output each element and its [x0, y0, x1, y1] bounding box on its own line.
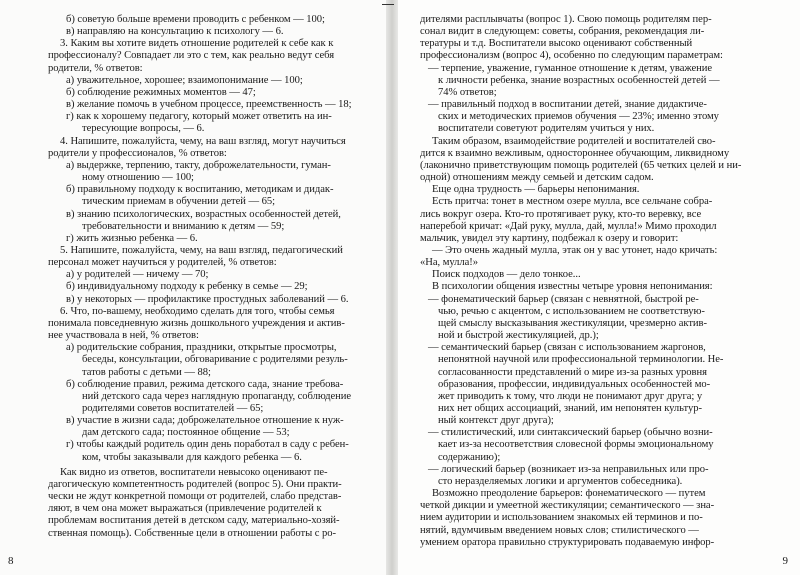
left-page-text [48, 14, 382, 540]
text-line: в) участие в жизни сада; доброжелательное отношение к нуж- [66, 415, 344, 427]
text-line: к личности ребенка, знание возрастных особенностей детей — [438, 74, 720, 86]
text-line: в) желание помочь в учебном процессе, преемственность — 18; [66, 99, 352, 111]
text-line: четкой дикции и умеетной жестикуляции; семантического — зна- [420, 500, 715, 512]
text-line: нием аудитории и использованием знакомых ей терминов и по- [420, 512, 703, 524]
text-line: — правильный подход в воспитании детей, знание дидактиче- [428, 99, 707, 111]
text-line: жет приводить к тому, что люди не понимают друг друга; у [438, 390, 703, 402]
text-line: согласованности представлений о мире из-за разных уровня [438, 366, 707, 378]
text-line: образования, профессии, индивидуальных особенностей мо- [438, 378, 711, 390]
text-line: родителями советов воспитателей — 65; [82, 403, 264, 414]
text-line: Еще одна трудность — барьеры непонимания. [432, 184, 640, 196]
text-line: татов работы с детьми — 88; [82, 366, 211, 378]
text-line: (лаконично приветствующим помощь родителей (65 четких целей и ни- [420, 159, 742, 171]
text-line: непонятной научной или профессиональной терминологии. Не- [438, 354, 724, 366]
book-gutter [386, 0, 398, 575]
text-line: Есть притча: тонет в местном озере мулла, все сельчане собра- [432, 196, 713, 208]
text-line: ственная помощь). Собственные цели в отношении работы с ро- [48, 527, 337, 539]
text-line: персонал может научиться у родителей, % ответов: [48, 257, 277, 269]
top-mark [382, 4, 394, 5]
text-line: а) уважительное, хорошее; взаимопонимание — 100; [66, 74, 303, 86]
text-line: ляют, в чем она может выражаться (привлечение родителей к [48, 503, 322, 515]
text-line: чью, речью с акцентом, с использованием не соответствую- [438, 305, 705, 317]
text-line: б) соблюдение режимных моментов — 47; [66, 86, 256, 98]
text-line: дится к взаимно вежливым, одностороннее обучающим, ликвидному [420, 147, 730, 159]
text-line: дагогическую компетентность родителей (вопрос 5). Они практи- [48, 478, 342, 490]
text-line: проблемам воспитания детей в детском саду, материально-хозяй- [48, 515, 340, 527]
text-line: ний детского сада через наглядную пропаганду, соблюдение [82, 390, 352, 402]
text-line: б) советую больше времени проводить с ребенком — 100; [66, 14, 325, 25]
text-line: «На, мулла!» [420, 257, 478, 269]
right-page-text [420, 14, 780, 549]
text-line: профессионалу? Совпадает ли это с тем, как реально ведут себя [48, 50, 335, 62]
text-line: в) знанию психологических, возрастных особенностей детей, [66, 208, 341, 220]
text-line: содержанию); [438, 451, 501, 463]
text-line: лись вокруг озера. Кто-то протягивает руку, кто-то веревку, все [420, 208, 702, 220]
text-line: умением оратора правильно структурировать подаваемую инфор- [420, 536, 715, 548]
text-line: кает из-за несоответствия словесной формы эмоциональному [438, 439, 714, 451]
text-line: сонал видит в следующем: советы, собрания, рекомендация ли- [420, 26, 705, 38]
text-line: Как видно из ответов, воспитатели невысоко оценивают пе- [60, 466, 328, 478]
text-line: б) индивидуальному подходу к ребенку в семье — 29; [66, 281, 308, 293]
text-line: требовательности и вниманию к детям — 59; [82, 220, 285, 232]
text-line: в) у некоторых — профилактике простудных заболеваний — 6. [66, 293, 349, 305]
text-line: ских и методических приемов обучения — 23%; именно этому [438, 111, 719, 123]
text-line: понимала повседневную жизнь дошкольного учреждения и актив- [48, 317, 345, 329]
text-line: дам детского сада; постоянное общение — 53; [82, 427, 290, 439]
text-line: щей смыслу высказывания жестикуляции, чрезмерно актив- [438, 317, 707, 329]
text-line: — логический барьер (возникает из-за неправильных или про- [428, 463, 709, 475]
text-line: родители, % ответов: [48, 62, 143, 74]
text-line: беседы, консультации, обговаривание с родителями резуль- [82, 354, 348, 366]
text-line: — семантический барьер (связан с использованием жаргонов, [428, 342, 706, 354]
text-line: профессионализм (вопрос 4), особенно по следующим параметрам: [420, 50, 723, 62]
text-line: сто неразделяемых логики и аргументов собеседника). [438, 475, 683, 487]
text-line: — стилистический, или синтаксический барьер (обычно возни- [428, 427, 713, 439]
text-line: Возможно преодоление барьеров: фонематического — путем [432, 488, 706, 500]
text-line: а) у родителей — ничему — 70; [66, 269, 209, 281]
text-line: — терпение, уважение, гуманное отношение к детям, уважение [428, 62, 713, 74]
text-line: в) направляю на консультацию к психологу — 6. [66, 26, 284, 38]
text-line: Таким образом, взаимодействие родителей и воспитателей сво- [432, 135, 716, 147]
text-line: 74% ответов; [438, 86, 497, 98]
text-line: нятий, вдумчивым введением новых слов; стилистического — [420, 524, 699, 536]
text-line: г) жить жизнью ребенка — 6. [66, 232, 198, 244]
text-line: Поиск подходов — дело тонкое... [432, 269, 581, 281]
text-line: них нет общих ассоциаций, знаний, им непонятен культур- [438, 403, 702, 414]
text-line: г) чтобы каждый родитель один день поработал в саду с ребен- [66, 439, 349, 451]
text-line: ный контекст друг друга); [438, 415, 554, 427]
text-line: г) как к хорошему педагогу, который может ответить на ин- [66, 111, 332, 123]
text-line: а) родительские собрания, праздники, открытые просмотры, [66, 342, 337, 354]
text-line: б) правильному подходу к воспитанию, методикам и дидак- [66, 184, 334, 196]
right-page [398, 0, 800, 575]
text-line: ной и быстрой жестикуляцией, др.); [438, 330, 599, 342]
text-line: мальчик, увидел эту картину, подбежал к озеру и говорит: [420, 232, 679, 244]
text-line: В психологии общения известны четыре уровня непонимания: [432, 281, 713, 293]
text-line: воспитатели советуют родителям учиться у них. [438, 123, 655, 135]
text-line: одной) отношениям между семьей и детским садом. [420, 172, 654, 184]
text-line: родители у профессионалов, % ответов: [48, 147, 227, 159]
text-line: нее участвовала в ней, % ответов: [48, 330, 199, 342]
text-line: 5. Напишите, пожалуйста, чему, на ваш взгляд, педагогический [60, 244, 343, 256]
text-line: дителями расплывчаты (вопрос 1). Свою помощь родителям пер- [420, 14, 712, 25]
text-line: наперебой кричат: «Дай руку, мулла, дай, мулла!» Мимо проходил [420, 220, 717, 232]
text-line: а) выдержке, терпению, такту, доброжелательности, гуман- [66, 159, 331, 171]
text-line: ному отношению — 100; [82, 172, 194, 184]
left-page [0, 0, 386, 575]
text-line: — Это очень жадный мулла, этак он у вас утонет, надо кричать: [432, 244, 718, 256]
text-line: тературы и т.д. Воспитатели высоко оценивают собственный [420, 38, 693, 50]
text-line: чески не ждут конкретной помощи от родителей, слабо представ- [48, 491, 342, 503]
text-line: б) соблюдение правил, режима детского сада, знание требова- [66, 378, 344, 390]
page-number-right: 9 [782, 555, 788, 567]
text-line: 3. Каким вы хотите видеть отношение родителей к себе как к [60, 38, 334, 50]
text-line: 6. Что, по-вашему, необходимо сделать для того, чтобы семья [60, 305, 335, 317]
text-line: тическим приемам в обучении детей — 65; [82, 196, 275, 208]
text-line: ком, чтобы заказывали для каждого ребенка — 6. [82, 451, 302, 463]
text-line: 4. Напишите, пожалуйста, чему, на ваш взгляд, могут научиться [60, 135, 346, 147]
text-line: — фонематический барьер (связан с невнятной, быстрой ре- [428, 293, 699, 305]
page-number-left: 8 [8, 555, 14, 567]
text-line: тересующие вопросы, — 6. [82, 123, 205, 135]
